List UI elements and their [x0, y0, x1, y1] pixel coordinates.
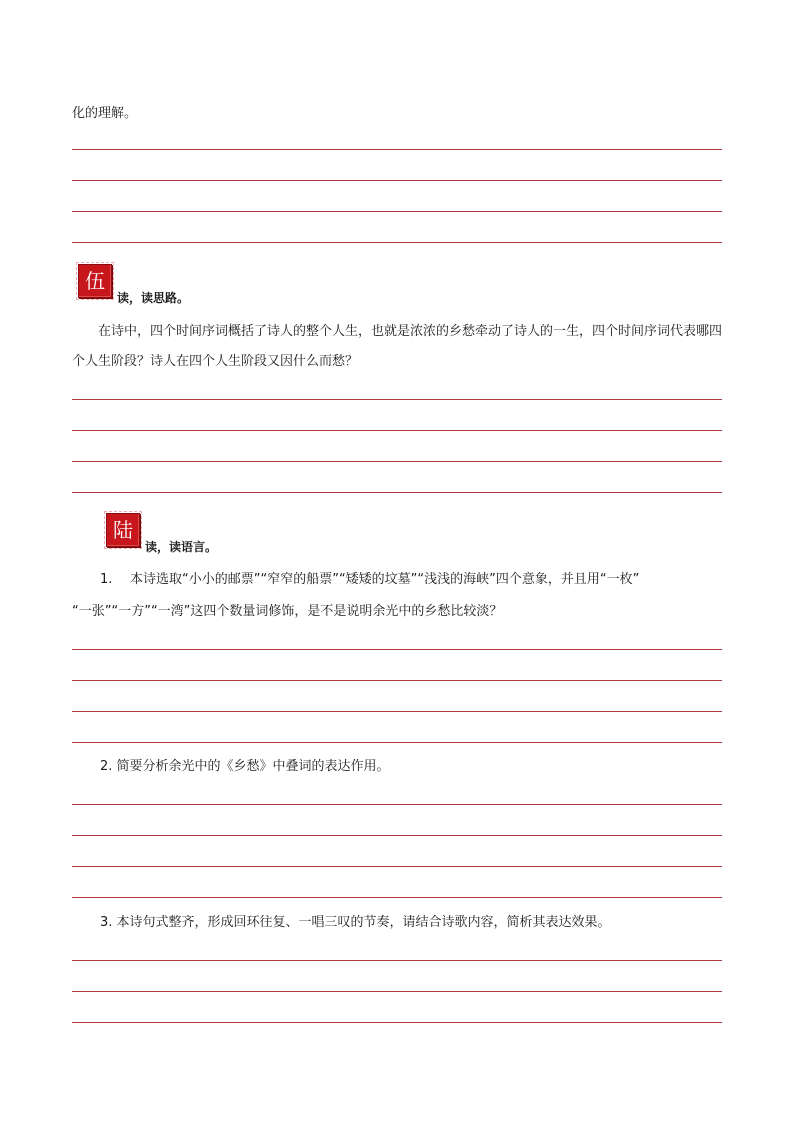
answer-line — [72, 430, 722, 431]
answer-line — [72, 960, 722, 961]
answer-line — [72, 680, 722, 681]
answer-line — [72, 991, 722, 992]
question-2-text: 2. 简要分析余光中的《乡愁》中叠词的表达作用。 — [100, 759, 390, 774]
section-heading-5: 读，读思路。 — [117, 291, 190, 305]
answer-line — [72, 804, 722, 805]
answer-line — [72, 180, 722, 181]
question-1-number: 1. — [100, 572, 113, 587]
answer-line — [72, 242, 722, 243]
answer-line — [72, 866, 722, 867]
answer-line — [72, 835, 722, 836]
section-badge-5: 伍 — [78, 264, 112, 298]
question-1-text-cont: “一张”“一方”“一湾”这四个数量词修饰，是不是说明余光中的乡愁比较淡？ — [72, 604, 503, 619]
section-heading-6: 读，读语言。 — [145, 540, 218, 554]
continuation-text: 化的理解。 — [72, 106, 138, 121]
answer-line — [72, 649, 722, 650]
answer-line — [72, 461, 722, 462]
answer-line — [72, 149, 722, 150]
answer-line — [72, 1022, 722, 1023]
question-1-text: 本诗选取“小小的邮票”“窄窄的船票”“矮矮的坟墓”“浅浅的海峡”四个意象，并且用“一枚” — [130, 572, 640, 587]
answer-line — [72, 897, 722, 898]
answer-line — [72, 399, 722, 400]
answer-line — [72, 211, 722, 212]
answer-line — [72, 742, 722, 743]
question-3-text: 3. 本诗句式整齐，形成回环往复、一唱三叹的节奏，请结合诗歌内容，简析其表达效果。 — [100, 915, 611, 930]
answer-line — [72, 711, 722, 712]
section5-question: 在诗中，四个时间序词概括了诗人的整个人生，也就是浓浓的乡愁牵动了诗人的一生，四个时间序词代表哪四个人生阶段？诗人在四个人生阶段又因什么而愁？ — [72, 324, 723, 369]
section-badge-6: 陆 — [106, 513, 140, 547]
answer-line — [72, 492, 722, 493]
